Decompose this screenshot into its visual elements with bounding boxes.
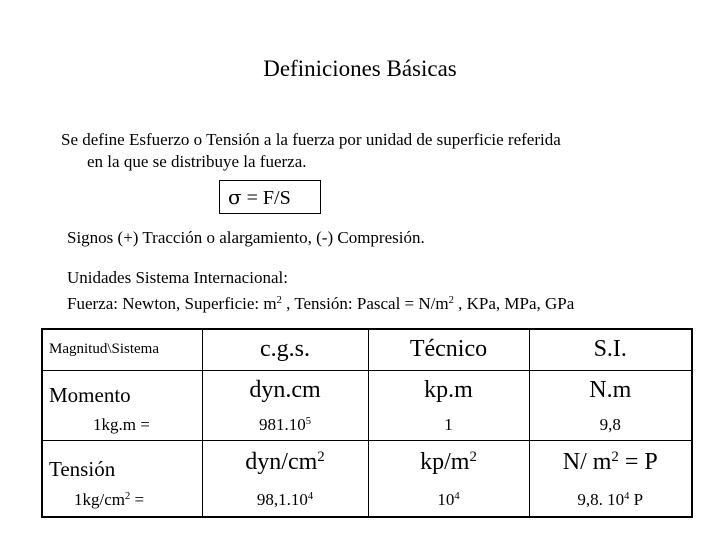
cell-momento-label: Momento: [42, 370, 202, 410]
cell-momento-conv-tecnico: 1: [368, 410, 529, 440]
tension-tecnico-base: kp/m: [420, 448, 470, 475]
tension-conv-si-exp: 4: [624, 491, 630, 503]
tension-tecnico-exp: 2: [469, 448, 477, 465]
fuerza-sup-1: 2: [276, 295, 282, 307]
cell-tension-conv-tecnico: [368, 484, 529, 517]
table-header-row: [42, 329, 692, 370]
tension-si-exp: 2: [611, 448, 619, 465]
tension-conv-cgs-base: 98,1.10: [256, 490, 308, 509]
tension-conv-label-exp: 2: [125, 491, 131, 503]
formula-text: = F/S: [241, 187, 291, 209]
definition-line-2: en la que se distribuye la fuerza.: [87, 152, 307, 171]
cell-tension-cgs: [202, 440, 368, 484]
cell-momento-conv-si: 9,8: [529, 410, 692, 440]
tension-si-a: N/ m: [562, 448, 612, 475]
tension-conv-tecnico-base: 10: [437, 490, 455, 509]
header-tecnico: Técnico: [368, 329, 529, 370]
cell-tension-conv-cgs: [202, 484, 368, 517]
tension-si-b: = P: [618, 448, 658, 475]
cell-momento-tecnico: kp.m: [368, 370, 529, 410]
table-row-tension: [42, 440, 692, 484]
fuerza-line: [67, 294, 574, 314]
tension-conv-cgs-exp: 4: [307, 491, 314, 503]
tension-conv-si-tail: P: [629, 490, 644, 509]
formula-box: [219, 180, 321, 214]
cell-tension-label: Tensión: [42, 440, 202, 484]
cell-momento-conv-label: 1kg.m =: [42, 410, 202, 440]
header-magnitud-sistema: Magnitud\Sistema: [42, 329, 202, 370]
tension-cgs-base: dyn/cm: [245, 448, 318, 475]
cell-momento-cgs: dyn.cm: [202, 370, 368, 410]
cell-momento-si: N.m: [529, 370, 692, 410]
fuerza-text-c: , KPa, MPa, GPa: [453, 294, 575, 313]
fuerza-text-a: Fuerza: Newton, Superficie: m: [67, 294, 277, 313]
cell-tension-conv-si: [529, 484, 692, 517]
cell-momento-conv-cgs: [202, 410, 368, 440]
header-si: S.I.: [529, 329, 692, 370]
momento-conv-cgs-base: 981.10: [258, 414, 306, 434]
tension-conv-label-tail: =: [130, 490, 145, 509]
cell-tension-conv-label: [42, 484, 202, 517]
page-title: Definiciones Básicas: [263, 56, 457, 81]
table-row-momento: [42, 370, 692, 410]
tension-conv-si-base: 9,8. 10: [577, 490, 625, 509]
unidades-heading: Unidades Sistema Internacional:: [67, 268, 288, 287]
fuerza-text-b: , Tensión: Pascal = N/m: [281, 294, 449, 313]
fuerza-sup-2: 2: [448, 295, 454, 307]
cell-tension-si: [529, 440, 692, 484]
tension-conv-label-base: 1kg/cm: [74, 490, 125, 509]
cell-tension-tecnico: [368, 440, 529, 484]
tension-conv-tecnico-exp: 4: [454, 491, 460, 503]
sigma-symbol: σ: [228, 185, 242, 209]
units-table: [41, 328, 693, 518]
signos-line: Signos (+) Tracción o alargamiento, (-) Compresión.: [67, 228, 425, 247]
table-row-tension-conv: [42, 484, 692, 517]
momento-conv-cgs-exp: 5: [305, 415, 311, 427]
tension-cgs-exp: 2: [317, 448, 325, 465]
definition-line-1: Se define Esfuerzo o Tensión a la fuerza por unidad de superficie referida: [61, 130, 561, 149]
header-cgs: c.g.s.: [202, 329, 368, 370]
table-row-momento-conv: [42, 410, 692, 440]
